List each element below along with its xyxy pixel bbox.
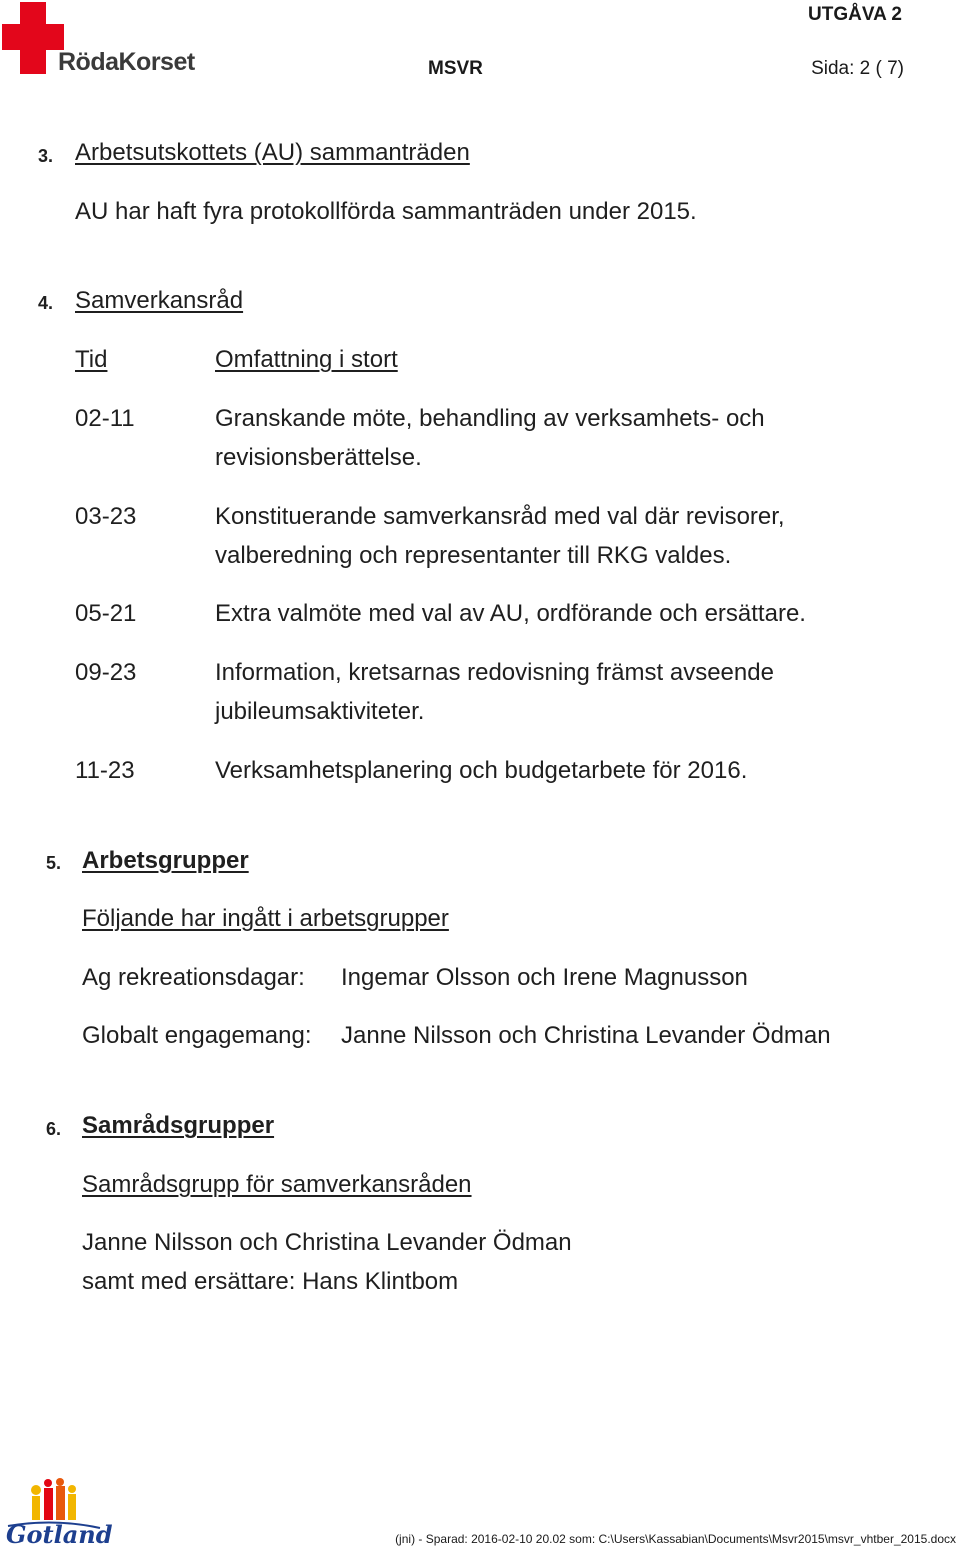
row-description: Information, kretsarnas redovisning främst avseende xyxy=(215,659,774,686)
group-members: Ingemar Olsson och Irene Magnusson xyxy=(341,964,748,991)
section-5-heading: Arbetsgrupper xyxy=(82,847,249,874)
row-description: Konstituerande samverkansråd med val där revisorer, xyxy=(215,503,785,530)
group-members: Janne Nilsson och Christina Levander Ödman xyxy=(341,1022,831,1049)
row-date: 11-23 xyxy=(75,757,135,784)
section-3-text: AU har haft fyra protokollförda sammanträden under 2015. xyxy=(75,198,697,225)
row-description-cont: jubileumsaktiviteter. xyxy=(215,698,425,725)
column-header-scope: Omfattning i stort xyxy=(215,346,398,373)
section-6-heading: Samrådsgrupper xyxy=(82,1112,275,1139)
row-date: 05-21 xyxy=(75,600,137,627)
gotland-logo xyxy=(4,1478,113,1550)
group-label: Globalt engagemang: xyxy=(82,1022,312,1049)
section-6-subheading: Samrådsgrupp för samverkansråden xyxy=(82,1171,472,1198)
section-3-heading: Arbetsutskottets (AU) sammanträden xyxy=(75,139,470,166)
edition-label: UTGÅVA 2 xyxy=(808,4,902,25)
row-description: Extra valmöte med val av AU, ordförande och ersättare. xyxy=(215,600,806,627)
row-date: 03-23 xyxy=(75,503,137,530)
page-indicator: Sida: 2 ( 7) xyxy=(811,58,904,79)
row-description-cont: revisionsberättelse. xyxy=(215,444,422,471)
footer-save-info: (jni) - Sparad: 2016-02-10 20.02 som: C:\Users\Kassabian\Documents\Msvr2015\msvr_vhtber_2015.docx xyxy=(395,1532,956,1546)
row-description: Verksamhetsplanering och budgetarbete för 2016. xyxy=(215,757,748,784)
section-6-substitute: samt med ersättare: Hans Klintbom xyxy=(82,1268,459,1295)
column-header-time: Tid xyxy=(75,346,108,373)
section-5-number: 5. xyxy=(46,853,62,873)
section-6-members: Janne Nilsson och Christina Levander Ödman xyxy=(82,1229,572,1256)
section-3-number: 3. xyxy=(38,146,54,166)
section-6-number: 6. xyxy=(46,1119,62,1139)
rodakorset-logo xyxy=(0,0,210,80)
group-label: Ag rekreationsdagar: xyxy=(82,964,305,991)
row-description: Granskande möte, behandling av verksamhets- och xyxy=(215,405,765,432)
section-4-heading: Samverkansråd xyxy=(75,287,244,314)
document-title: MSVR xyxy=(428,58,483,79)
row-description-cont: valberedning och representanter till RKG valdes. xyxy=(215,542,732,569)
section-4-number: 4. xyxy=(38,293,54,313)
row-date: 02-11 xyxy=(75,405,135,432)
gotland-logo-text: Gotland xyxy=(6,1520,113,1549)
logo-text: RödaKorset xyxy=(58,48,195,76)
section-5-subheading: Följande har ingått i arbetsgrupper xyxy=(82,905,449,932)
row-date: 09-23 xyxy=(75,659,137,686)
